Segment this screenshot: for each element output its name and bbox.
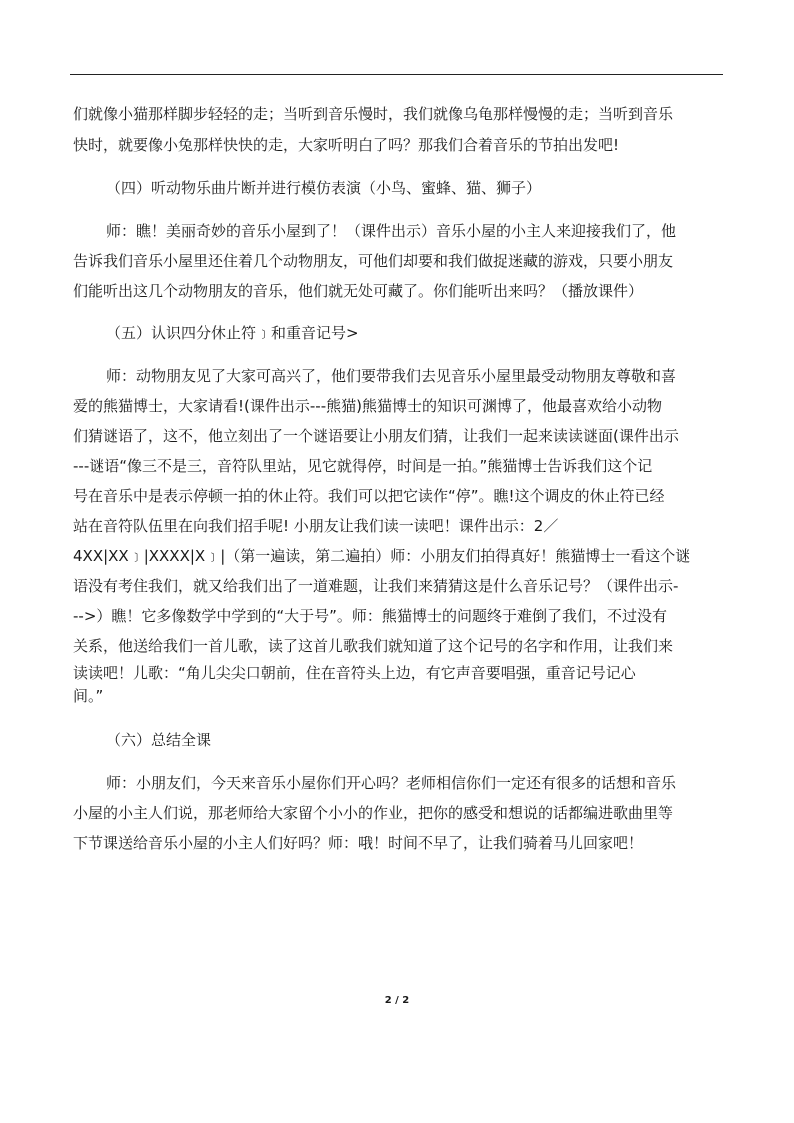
text-line: 们能听出这几个动物朋友的音乐，他们就无处可藏了。你们能听出来吗？（播放课件） — [73, 282, 644, 300]
text-line: 4XX|XX﹞|XXXX|X﹞|（第一遍读，第二遍拍）师：小朋友们拍得真好！熊猫博士一看这个谜 — [73, 547, 691, 565]
section-heading: （五）认识四分休止符﹞和重音记号> — [106, 324, 359, 342]
text-line: 下节课送给音乐小屋的小主人们好吗？师：哦！时间不早了，让我们骑着马儿回家吧！ — [73, 834, 644, 852]
section-heading: （四）听动物乐曲片断并进行模仿表演（小鸟、蜜蜂、猫、狮子） — [106, 179, 542, 197]
text-line: ---谜语“像三不是三，音符队里站，见它就得停，时间是一拍。”熊猫博士告诉我们这个记 — [73, 457, 653, 475]
text-line: 站在音符队伍里在向我们招手呢! 小朋友让我们读一读吧！课件出示：2／ — [73, 517, 559, 535]
text-line: 小屋的小主人们说，那老师给大家留个小小的作业，把你的感受和想说的话都编进歌曲里等 — [73, 804, 674, 822]
text-line: 告诉我们音乐小屋里还住着几个动物朋友，可他们却要和我们做捉迷藏的游戏，只要小朋友 — [73, 252, 674, 270]
text-line: 关系，他送给我们一首儿歌，读了这首儿歌我们就知道了这个记号的名字和作用，让我们来 — [73, 637, 674, 655]
text-line: 师：瞧！美丽奇妙的音乐小屋到了！（课件出示）音乐小屋的小主人来迎接我们了，他 — [106, 222, 677, 240]
page-number: 2 / 2 — [384, 995, 410, 1006]
text-line: 师：动物朋友见了大家可高兴了，他们要带我们去见音乐小屋里最受动物朋友尊敬和喜 — [106, 367, 677, 385]
text-line: -->）瞧！它多像数学中学到的“大于号”。师：熊猫博士的问题终于难倒了我们，不过没有 — [73, 607, 667, 625]
text-line: 爱的熊猫博士，大家请看!(课件出示---熊猫)熊猫博士的知识可渊博了，他最喜欢给小动物 — [73, 397, 662, 415]
text-line: 间。” — [73, 687, 104, 705]
text-line: 号在音乐中是表示停顿一拍的休止符。我们可以把它读作“停”。瞧!这个调皮的休止符已经 — [73, 487, 665, 505]
text-line: 们猜谜语了，这不，他立刻出了一个谜语要让小朋友们猜，让我们一起来读读谜面(课件出示 — [73, 427, 679, 445]
section-heading: （六）总结全课 — [106, 731, 212, 749]
text-line: 师：小朋友们，今天来音乐小屋你们开心吗？老师相信你们一定还有很多的话想和音乐 — [106, 774, 677, 792]
text-line: 语没有考住我们，就又给我们出了一道难题，让我们来猜猜这是什么音乐记号？（课件出示- — [73, 577, 679, 595]
text-line: 读读吧！儿歌：“角儿尖尖口朝前，住在音符头上边，有它声音要唱强，重音记号记心 — [73, 664, 636, 682]
header-rule — [70, 74, 723, 75]
text-line: 们就像小猫那样脚步轻轻的走；当听到音乐慢时，我们就像乌龟那样慢慢的走；当听到音乐 — [73, 105, 674, 123]
text-line: 快时，就要像小兔那样快快的走，大家听明白了吗？那我们合着音乐的节拍出发吧! — [73, 136, 620, 154]
